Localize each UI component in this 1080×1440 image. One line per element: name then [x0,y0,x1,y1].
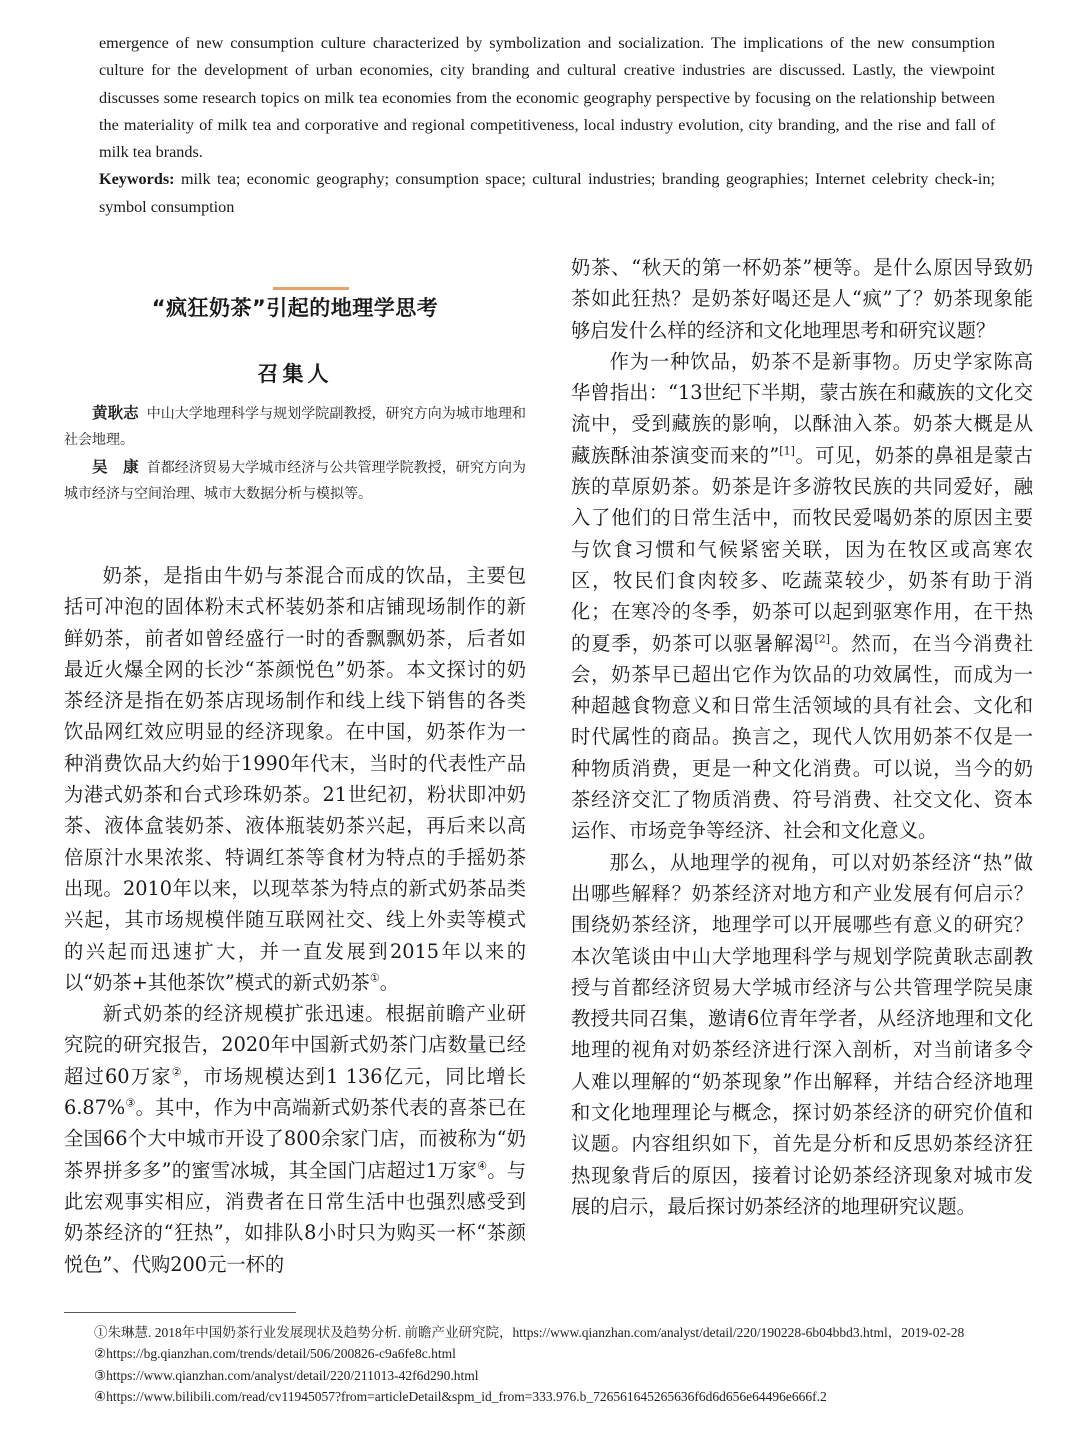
convener-name-2: 吴 康 [92,457,139,476]
footnote-4: ④https://www.bilibili.com/read/cv11945057?from=articleDetail&spm_id_from=333.976.b_726561645265636f6d6d656e64496e666f.2 [94,1388,827,1404]
citation-ref-1[interactable]: [1] [779,444,795,458]
left-p2-d: 。与此宏观事实相应，消费者在日常生活中也强烈感受到奶茶经济的“狂热”，如排队8小时只为购买一杯“茶颜悦色”、代购200元一杯的 [64,1158,526,1276]
keywords-list: milk tea; economic geography; consumption space; cultural industries; branding geographies; Internet celebrity check-in; symbol consumption [99,170,995,216]
footnotes [64,1322,1034,1407]
footnote-ref-4[interactable]: ④ [477,1159,488,1173]
convener-desc-2: 首都经济贸易大学城市经济与公共管理学院教授，研究方向为城市经济与空间治理、城市大数据分析与模拟等。 [64,460,526,502]
footnote-2: ②https://bg.qianzhan.com/trends/detail/506/200826-c9a6fe8c.html [94,1346,456,1362]
left-paragraph-1 [64,560,526,998]
left-p2-c: 。其中，作为中高端新式奶茶代表的喜茶已在全国66个大中城市开设了800余家门店，而被称为“奶茶界拼多多”的蜜雪冰城，其全国门店超过1万家 [64,1096,526,1182]
right-paragraph-1 [571,346,1033,847]
footnote-1: ①朱琳慧. 2018年中国奶茶行业发展现状及趋势分析. 前瞻产业研究院，https://www.qianzhan.com/analyst/detail/220/190228-6b04bbd3.html，2019-02-28 [94,1325,965,1340]
right-column-body [571,252,1033,1222]
keywords-label: Keywords: [99,170,175,189]
right-paragraph-2: 那么，从地理学的视角，可以对奶茶经济“热”做出哪些解释？奶茶经济对地方和产业发展有何启示？围绕奶茶经济，地理学可以开展哪些有意义的研究？本次笔谈由中山大学地理科学与规划学院黄耿志副教授与首都经济贸易大学城市经济与公共管理学院吴康教授共同召集，邀请6位青年学者，从经济地理和文化地理的视角对奶茶经济进行深入剖析，对当前诸多令人难以理解的“奶茶现象”作出解释，并结合经济地理和文化地理理论与概念，探讨奶茶经济的研究价值和议题。内容组织如下，首先是分析和反思奶茶经济狂热现象背后的原因，接着讨论奶茶经济现象对城市发展的启示，最后探讨奶茶经济的地理研究议题。 [571,850,1033,1218]
convener-desc-1: 中山大学地理科学与规划学院副教授，研究方向为城市地理和社会地理。 [64,406,526,448]
footnote-ref-1[interactable]: ① [369,971,380,985]
footnote-divider [64,1312,296,1313]
article-title: “疯狂奶茶”引起的地理学思考 [151,296,439,320]
convener-name-1: 黄耿志 [92,403,139,422]
left-p1-end: 。 [379,970,399,994]
left-p1-text: 奶茶，是指由牛奶与茶混合而成的饮品，主要包括可冲泡的固体粉末式杯装奶茶和店铺现场制作的新鲜奶茶，前者如曾经盛行一时的香飘飘奶茶，后者如最近火爆全网的长沙“茶颜悦色”奶茶。本文探讨的奶茶经济是指在奶茶店现场制作和线上线下销售的各类饮品网红效应明显的经济现象。在中国，奶茶作为一种消费饮品大约始于1990年代末，当时的代表性产品为港式奶茶和台式珍珠奶茶。21世纪初，粉状即冲奶茶、液体盒装奶茶、液体瓶装奶茶兴起，再后来以高倍原汁水果浓浆、特调红茶等食材为特点的手摇奶茶出现。2010年以来，以现萃茶为特点的新式奶茶品类兴起，其市场规模伴随互联网社交、线上外卖等模式的兴起而迅速扩大，并一直发展到2015年以来的以“奶茶+其他茶饮”模式的新式奶茶 [64,564,526,994]
right-p1-c: 。然而，在当今消费社会，奶茶早已超出它作为饮品的功效属性，而成为一种超越食物意义和日常生活领域的具有社会、文化和时代属性的商品。换言之，现代人饮用奶茶不仅是一种物质消费，更是一种文化消费。可以说，当今的奶茶经济交汇了物质消费、符号消费、社交文化、资本运作、市场竞争等经济、社会和文化意义。 [571,631,1034,843]
right-p1-a: 作为一种饮品，奶茶不是新事物。历史学家陈高华曾指出：“13世纪下半期，蒙古族在和藏族的文化交流中，受到藏族的影响，以酥油入茶。奶茶大概是从藏族酥油茶演变而来的” [571,349,1033,467]
footnote-ref-3[interactable]: ③ [125,1096,136,1110]
left-p2-a: 新式奶茶的经济规模扩张迅速。根据前瞻产业研究院的研究报告，2020年中国新式奶茶门店数量已经超过60万家 [64,1002,526,1088]
convener-bio-2 [64,454,526,507]
left-p2-b: ，市场规模达到1 136亿元，同比增长6.87% [64,1064,526,1120]
left-column-body [64,560,526,1280]
right-p1-b: 。可见，奶茶的鼻祖是蒙古族的草原奶茶。奶茶是许多游牧民族的共同爱好，融入了他们的日常生活中，而牧民爱喝奶茶的原因主要与饮食习惯和气候紧密关联，因为在牧区或高寒农区，牧民们食肉较多、吃蔬菜较少，奶茶有助于消化；在寒冷的冬季，奶茶可以起到驱寒作用，在干热的夏季，奶茶可以驱暑解渴 [571,443,1034,655]
english-abstract [99,30,995,221]
conveners-heading: 召集人 [257,361,333,386]
convener-bio-1 [64,400,526,453]
footnote-3: ③https://www.qianzhan.com/analyst/detail/220/211013-42f6d290.html [94,1367,479,1383]
footnote-ref-2[interactable]: ② [171,1065,183,1079]
abstract-paragraph: emergence of new consumption culture characterized by symbolization and socialization. The implications of the new consumption culture for the development of urban economies, city branding and cultural creative industries are discussed. Lastly, the viewpoint discusses some research topics on milk tea economies from the economic geography perspective by focusing on the relationship between the materiality of milk tea and corporative and regional competitiveness, local industry evolution, city branding, and the rise and fall of milk tea brands. [99,34,995,162]
citation-ref-2[interactable]: [2] [814,632,831,646]
keywords-line [99,166,995,221]
right-paragraph-0: 奶茶、“秋天的第一杯奶茶”梗等。是什么原因导致奶茶如此狂热？是奶茶好喝还是人“疯”了？奶茶现象能够启发什么样的经济和文化地理思考和研究议题？ [571,256,1033,342]
left-paragraph-2 [64,998,526,1280]
